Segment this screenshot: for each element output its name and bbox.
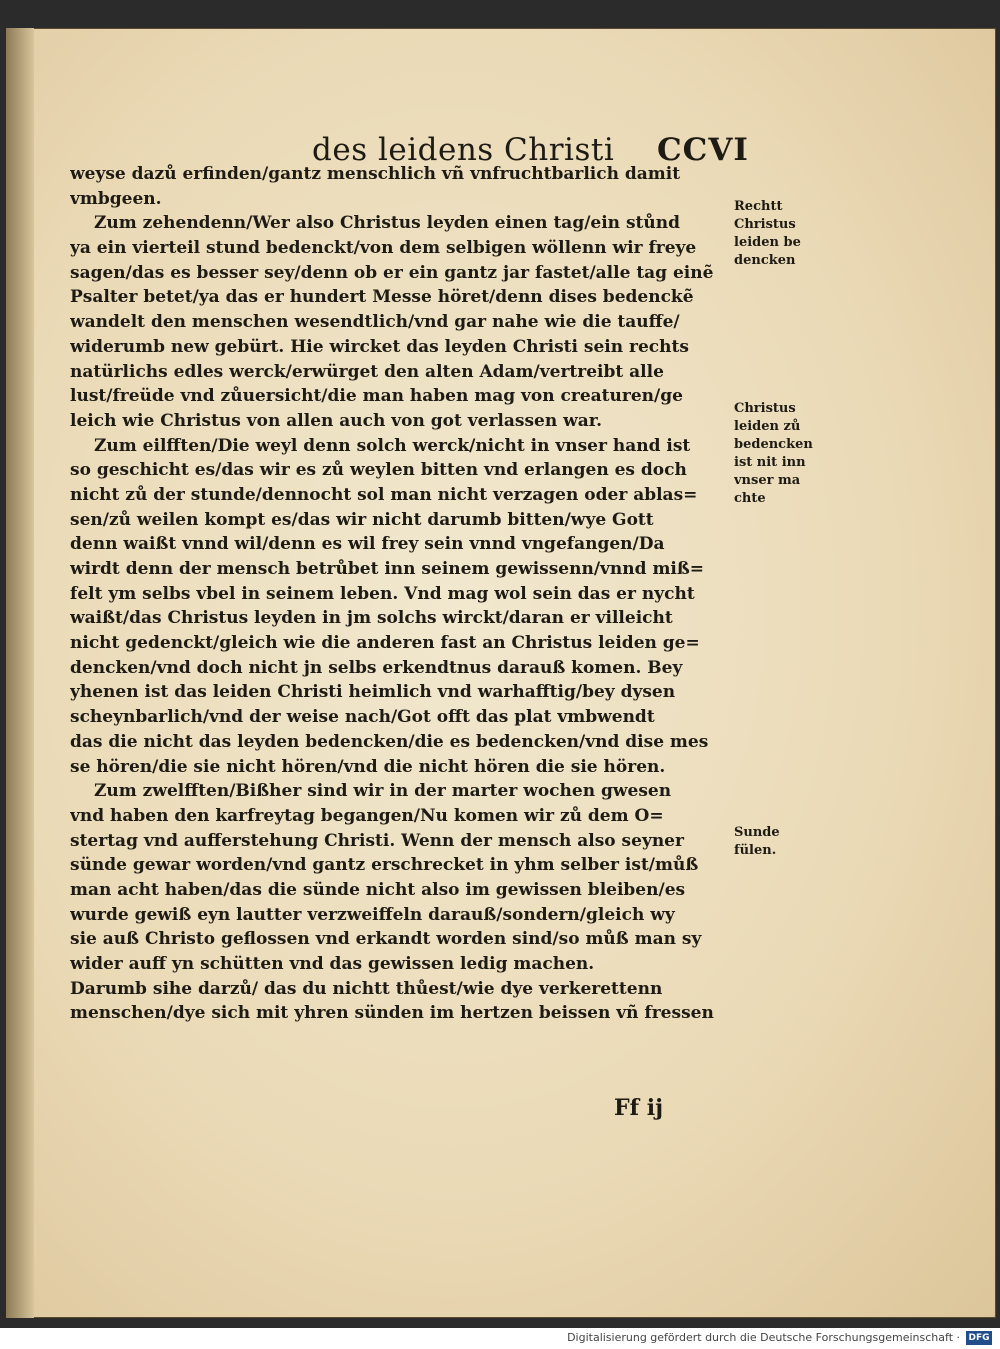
- text-line: sie auß Christo geflossen vnd erkandt worden sind/so můß man sy: [70, 929, 702, 950]
- text-line: waißt/das Christus leyden in jm solchs wirckt/daran er villeicht: [70, 608, 673, 629]
- body-text: [70, 162, 736, 1026]
- text-line: sen/zů weilen kompt es/das wir nicht darumb bitten/wye Gott: [70, 509, 654, 530]
- text-line: natürlichs edles werck/erwürget den alten Adam/vertreibt alle: [70, 361, 664, 382]
- marginal-line: Sunde: [734, 825, 780, 840]
- text-line: vnd haben den karfreytag begangen/Nu komen wir zů dem O=: [70, 805, 664, 826]
- text-line: weyse dazů erfinden/gantz menschlich vñ vnfruchtbarlich damit: [70, 164, 681, 184]
- text-line: nicht zů der stunde/dennocht sol man nicht verzagen oder ablas=: [70, 484, 698, 505]
- text-line: nicht gedenckt/gleich wie die anderen fast an Christus leiden ge=: [70, 633, 700, 654]
- text-line: wurde gewiß eyn lautter verzweiffeln darauß/sondern/gleich wy: [70, 904, 675, 925]
- text-line: menschen/dye sich mit yhren sünden im hertzen beissen vñ fressen: [70, 1003, 714, 1024]
- text-line: wider auff yn schütten vnd das gewissen ledig machen.: [70, 954, 595, 974]
- marginal-line: dencken: [734, 253, 796, 268]
- marginal-note-christus: [734, 400, 820, 508]
- text-line: yhenen ist das leiden Christi heimlich vnd warhafftig/bey dysen: [70, 682, 676, 703]
- text-line: Darumb sihe darzů/ das du nichtt thůest/wie dye verkerettenn: [70, 978, 663, 999]
- text-line: ya ein vierteil stund bedenckt/von dem selbigen wöllenn wir freye: [70, 238, 697, 259]
- marginal-line: Christus: [734, 401, 796, 416]
- text-line: so geschicht es/das wir es zů weylen bitten vnd erlangen es doch: [70, 460, 687, 481]
- signature-mark: Ff ij: [614, 1095, 664, 1121]
- marginal-line: Christus: [734, 217, 796, 232]
- text-line: scheynbarlich/vnd der weise nach/Got offt das plat vmbwendt: [70, 707, 655, 728]
- text-line: lust/freüde vnd zůuersicht/die man haben mag von creaturen/ge: [70, 386, 683, 407]
- text-line: sünde gewar worden/vnd gantz erschrecket in yhm selber ist/můß: [70, 855, 699, 876]
- text-line: vmbgeen.: [70, 188, 162, 209]
- marginal-line: leiden be: [734, 235, 801, 250]
- running-title: des leidens Christi: [312, 132, 615, 168]
- text-line: Zum eilfften/Die weyl denn solch werck/nicht in vnser hand ist: [94, 435, 691, 456]
- text-line: Zum zehendenn/Wer also Christus leyden einen tag/ein stůnd: [94, 213, 680, 234]
- funding-credit: Digitalisierung gefördert durch die Deutsche Forschungsgemeinschaft ·: [567, 1331, 960, 1344]
- marginal-line: leiden zů: [734, 419, 801, 434]
- marginal-line: fülen.: [734, 843, 777, 858]
- footer-bar: [0, 1328, 1000, 1349]
- marginal-line: vnser ma: [734, 473, 801, 488]
- text-line: widerumb new gebürt. Hie wircket das leyden Christi sein rechts: [70, 336, 689, 357]
- text-line: man acht haben/das die sünde nicht also im gewissen bleiben/es: [70, 879, 686, 900]
- text-line: Zum zwelfften/Bißher sind wir in der marter wochen gwesen: [94, 781, 672, 802]
- marginal-note-sunde: [734, 824, 820, 860]
- folio-number: CCVI: [657, 132, 749, 168]
- text-line: se hören/die sie nicht hören/vnd die nicht hören die sie hören.: [70, 756, 666, 777]
- text-line: leich wie Christus von allen auch von got verlassen war.: [70, 410, 603, 431]
- marginal-line: Rechtt: [734, 199, 783, 214]
- text-line: Psalter betet/ya das er hundert Messe höret/denn dises bedenckẽ: [70, 287, 694, 308]
- text-line: stertag vnd aufferstehung Christi. Wenn der mensch also seyner: [70, 830, 684, 851]
- text-line: dencken/vnd doch nicht jn selbs erkendtnus darauß komen. Bey: [70, 657, 683, 678]
- text-line: wirdt denn der mensch betrůbet inn seinem gewissenn/vnnd miß=: [70, 559, 705, 579]
- marginal-note-recht: [734, 198, 820, 270]
- text-line: sagen/das es besser sey/denn ob er ein gantz jar fastet/alle tag einẽ: [70, 262, 714, 283]
- text-line: das die nicht das leyden bedencken/die es bedencken/vnd dise mes: [70, 731, 709, 752]
- text-line: wandelt den menschen wesendtlich/vnd gar nahe wie die tauffe/: [70, 312, 680, 333]
- marginal-line: bedencken: [734, 437, 813, 452]
- page-binding-shadow: [6, 28, 34, 1318]
- dfg-logo-icon: DFG: [966, 1331, 992, 1345]
- marginal-line: chte: [734, 491, 766, 506]
- marginal-line: ist nit inn: [734, 455, 806, 470]
- text-line: felt ym selbs vbel in seinem leben. Vnd mag wol sein das er nycht: [70, 583, 695, 604]
- text-line: denn waißt vnnd wil/denn es wil frey sein vnnd vngefangen/Da: [70, 534, 665, 555]
